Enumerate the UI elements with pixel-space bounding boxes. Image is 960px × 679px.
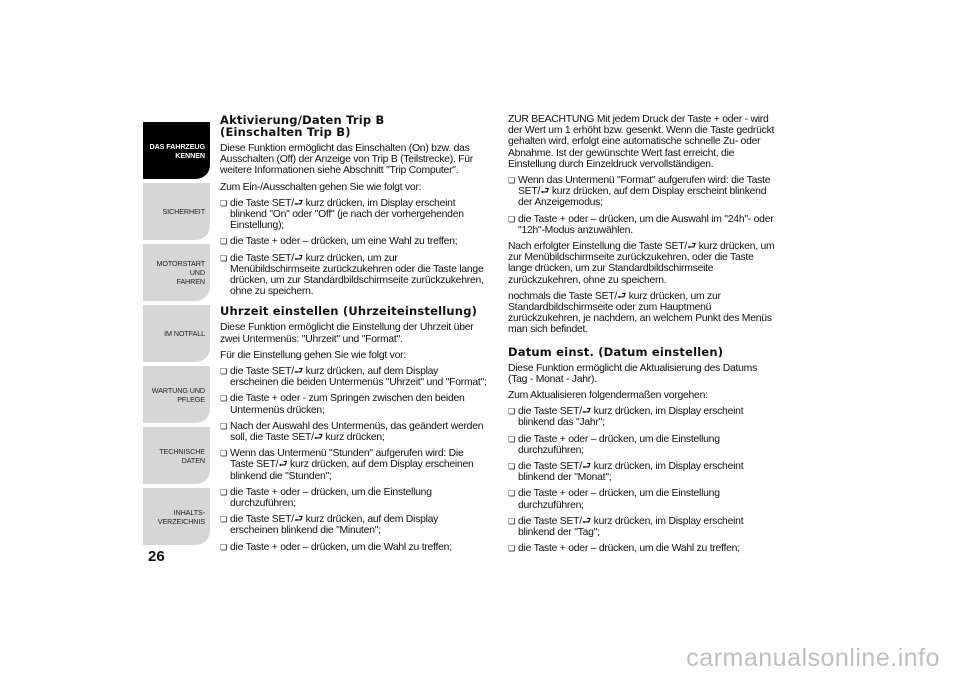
list-item: ❏ die Taste SET/⮐ kurz drücken, um zur Menübildschirmseite zurückzukehren oder die Taste lange drücken, um zur Standardbildschirmseite zurückzukehren, ohne zu speichern. [220, 253, 488, 298]
paragraph: Für die Einstellung gehen Sie wie folgt vor: [220, 349, 406, 361]
list-item: ❏ die Taste + oder – drücken, um die Auswahl im "24h"- oder "12h"-Modus anzuwählen. [508, 214, 778, 236]
list-item: ❏ die Taste SET/⮐ kurz drücken, im Display erscheint blinkend der "Tag"; [508, 516, 778, 538]
tab-im-notfall[interactable] [143, 305, 210, 362]
tab-label: WARTUNG UND PFLEGE [151, 385, 205, 404]
left-column [220, 114, 488, 558]
paragraph: nochmals die Taste SET/⮐ kurz drücken, um zur Standardbildschirmseite oder zum Hauptmenü zurückzukehren, je nachdem, an welchem Punkt des Menüs man sich befindet. [508, 290, 772, 336]
list-item: ❏ die Taste + oder – drücken, um die Einstellung durchzuführen; [508, 434, 778, 456]
list-item: ❏ Nach der Auswahl des Untermenüs, das geändert werden soll, die Taste SET/⮐ kurz drücken; [220, 421, 488, 443]
note-paragraph: ZUR BEACHTUNG Mit jedem Druck der Taste + oder - wird der Wert um 1 erhöht bzw. gesenkt. Wenn die Taste gedrückt gehalten wird, erfolgt eine automatische schnelle Zu- oder Abnahme. Ist der gewünschte Wert fast erreicht, die Einstellung durch Einzeldruck vervollständigen. [508, 114, 775, 170]
watermark-text: carmanualsonline.info [686, 644, 940, 672]
list-item: ❏ Wenn das Untermenü "Stunden" aufgerufen wird: Die Taste SET/⮐ kurz drücken, auf dem Display erscheinen blinkend die "Stunden"; [220, 448, 488, 482]
list-item: ❏ die Taste SET/⮐ kurz drücken, im Display erscheint blinkend "On" oder "Off" (je nach der vorhergehenden Einstellung); [220, 198, 488, 232]
tab-wartung-und-pflege[interactable] [143, 366, 210, 423]
paragraph: Diese Funktion ermöglicht das Einschalten (On) bzw. das Ausschalten (Off) der Anzeige von Trip B (Teilstrecke). Für weitere Informationen siehe Abschnitt "Trip Computer". [220, 143, 474, 177]
section-heading-uhrzeit: Uhrzeit einstellen (Uhrzeiteinstellung) [220, 304, 478, 319]
list-item: ❏ die Taste + oder – drücken, um die Einstellung durchzuführen; [508, 488, 778, 510]
page-number: 26 [148, 548, 165, 565]
chapter-sidebar [143, 122, 210, 549]
paragraph: Zum Aktualisieren folgendermaßen vorgehen: [508, 390, 708, 402]
paragraph: Nach erfolgter Einstellung die Taste SET/⮐ kurz drücken, um zur Menübildschirmseite zurückzukehren, oder die Taste lange drücken, um zur Standardbildschirmseite zurückzukehren, ohne zu speichern. [508, 241, 775, 286]
tab-motorstart-und-fahren[interactable] [143, 244, 210, 301]
tab-label: TECHNISCHE DATEN [159, 446, 205, 465]
tab-sicherheit[interactable] [143, 183, 210, 240]
paragraph: Diese Funktion ermöglicht die Einstellung der Uhrzeit über zwei Untermenüs: "Uhrzeit" und "Format". [220, 322, 474, 345]
list-item: ❏ Wenn das Untermenü "Format" aufgerufen wird: die Taste SET/⮐ kurz drücken, auf dem Display erscheint blinkend der Anzeigemodus; [508, 175, 778, 209]
tab-label: DAS FAHRZEUG KENNEN [149, 141, 205, 160]
paragraph: Diese Funktion ermöglicht die Aktualisierung des Datums (Tag - Monat - Jahr). [508, 362, 758, 385]
list-item: ❏ die Taste SET/⮐ kurz drücken, auf dem Display erscheinen blinkend die "Minuten"; [220, 514, 488, 536]
tab-das-fahrzeug-kennen[interactable] [143, 122, 210, 179]
list-item: ❏ die Taste + oder – drücken, um die Wahl zu treffen; [220, 542, 488, 553]
tab-label: IM NOTFALL [164, 329, 205, 338]
list-item: ❏ die Taste SET/⮐ kurz drücken, auf dem Display erscheinen die beiden Untermenüs "Uhrzeit" und "Format"; [220, 366, 488, 388]
tab-inhaltsverzeichnis[interactable] [143, 488, 210, 545]
list-item: ❏ die Taste + oder – drücken, um die Wahl zu treffen; [508, 543, 778, 554]
list-item: ❏ die Taste + oder – drücken, um die Einstellung durchzuführen; [220, 487, 488, 509]
list-item: ❏ die Taste SET/⮐ kurz drücken, im Display erscheint blinkend das "Jahr"; [508, 406, 778, 428]
section-heading-datum: Datum einst. (Datum einstellen) [508, 344, 724, 359]
tab-label: SICHERHEIT [162, 207, 205, 216]
list-item: ❏ die Taste + oder - zum Springen zwischen den beiden Untermenüs drücken; [220, 393, 488, 415]
list-item: ❏ die Taste SET/⮐ kurz drücken, im Display erscheint blinkend der "Monat"; [508, 461, 778, 483]
tab-label: INHALTS- VERZEICHNIS [157, 507, 205, 526]
section-heading-trip-b: Aktivierung/Daten Trip B (Einschalten Trip B) [220, 113, 385, 139]
tab-technische-daten[interactable] [143, 427, 210, 484]
list-item: ❏ die Taste + oder – drücken, um eine Wahl zu treffen; [220, 236, 488, 247]
tab-label: MOTORSTART UND FAHREN [156, 259, 205, 286]
paragraph: Zum Ein-/Ausschalten gehen Sie wie folgt vor: [220, 181, 422, 193]
right-column [508, 114, 778, 560]
